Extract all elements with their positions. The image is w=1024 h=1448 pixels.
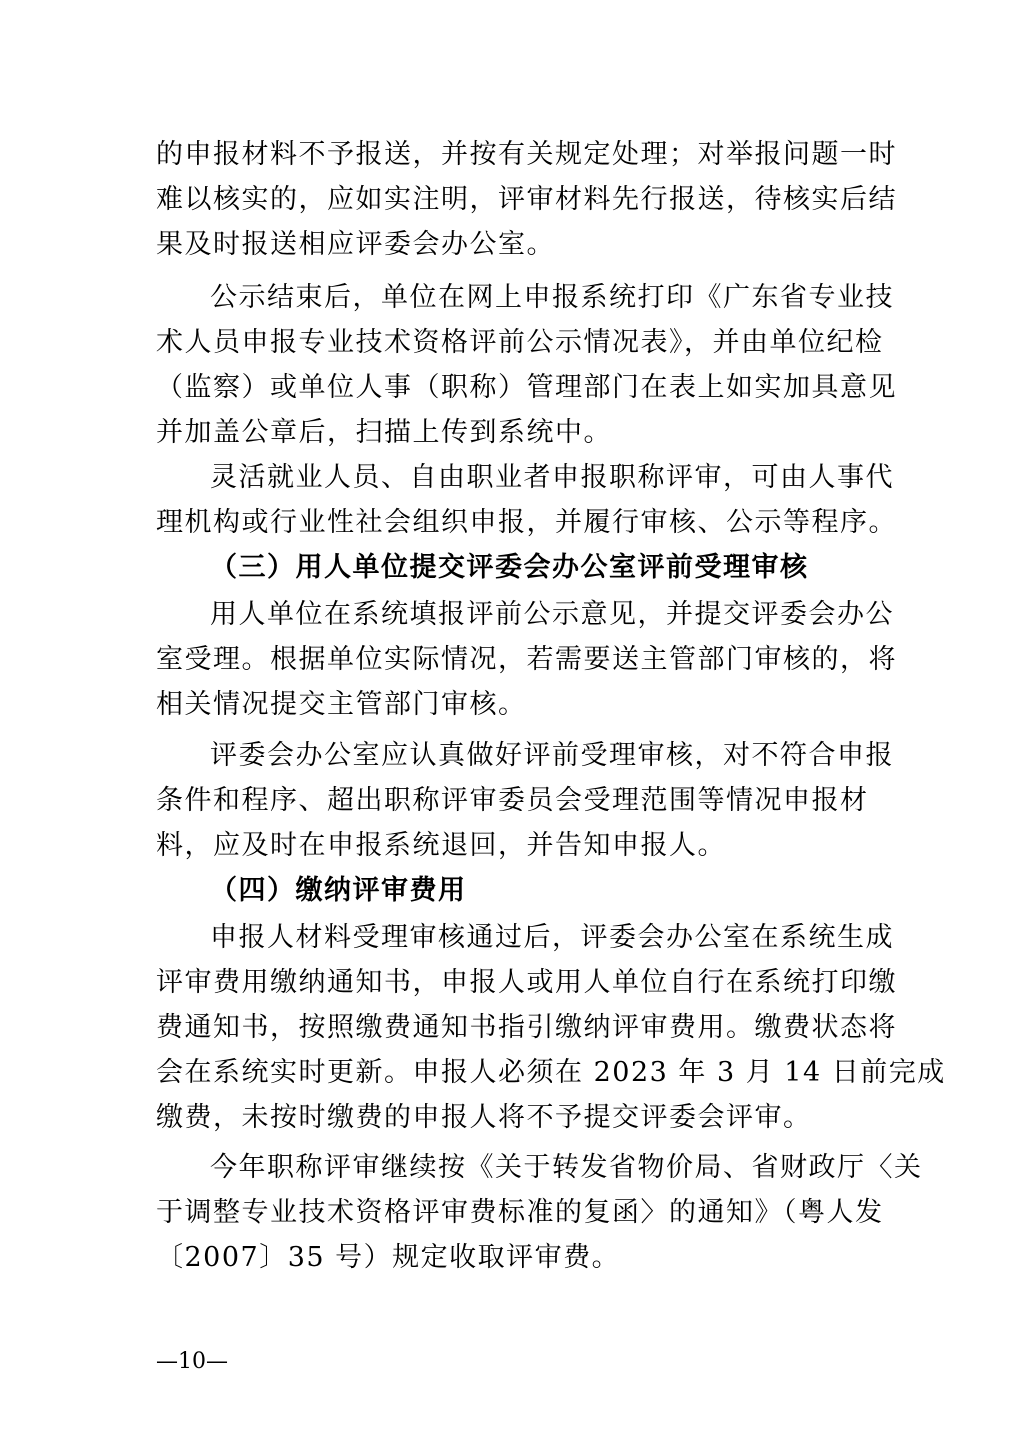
text-line-20: 费通知书，按照缴费通知书指引缴纳评审费用。缴费状态将 xyxy=(156,1012,897,1043)
text-line-14: 评委会办公室应认真做好评前受理审核，对不符合申报 xyxy=(210,740,894,771)
text-line-21: 会在系统实时更新。申报人必须在 2023 年 3 月 14 日前完成 xyxy=(156,1057,946,1088)
text-line-11: 用人单位在系统填报评前公示意见，并提交评委会办公 xyxy=(210,599,894,630)
text-line-23: 今年职称评审继续按《关于转发省物价局、省财政厅〈关 xyxy=(210,1152,923,1183)
text-line-8: 灵活就业人员、自由职业者申报职称评审，可由人事代 xyxy=(210,462,894,493)
text-line-19: 评审费用缴纳通知书，申报人或用人单位自行在系统打印缴 xyxy=(156,967,897,998)
page-number: —10— xyxy=(156,1349,228,1374)
text-line-24: 于调整专业技术资格评审费标准的复函〉的通知》（粤人发 xyxy=(156,1197,884,1228)
text-line-1: 的申报材料不予报送，并按有关规定处理；对举报问题一时 xyxy=(156,139,897,170)
section-heading-3: （三）用人单位提交评委会办公室评前受理审核 xyxy=(210,552,809,583)
text-line-25: 〔2007〕35 号）规定收取评审费。 xyxy=(156,1242,621,1273)
text-line-3: 果及时报送相应评委会办公室。 xyxy=(156,229,555,260)
text-line-16: 料，应及时在申报系统退回，并告知申报人。 xyxy=(156,830,726,861)
text-line-15: 条件和程序、超出职称评审委员会受理范围等情况申报材 xyxy=(156,785,869,816)
text-line-18: 申报人材料受理审核通过后，评委会办公室在系统生成 xyxy=(210,922,894,953)
text-line-7: 并加盖公章后，扫描上传到系统中。 xyxy=(156,417,612,448)
text-line-9: 理机构或行业性社会组织申报，并履行审核、公示等程序。 xyxy=(156,507,897,538)
text-line-6: （监察）或单位人事（职称）管理部门在表上如实加具意见 xyxy=(156,372,897,403)
text-line-22: 缴费，未按时缴费的申报人将不予提交评委会评审。 xyxy=(156,1102,812,1133)
text-line-4: 公示结束后，单位在网上申报系统打印《广东省专业技 xyxy=(210,282,894,313)
text-line-2: 难以核实的，应如实注明，评审材料先行报送，待核实后结 xyxy=(156,184,897,215)
text-line-12: 室受理。根据单位实际情况，若需要送主管部门审核的，将 xyxy=(156,644,897,675)
text-line-13: 相关情况提交主管部门审核。 xyxy=(156,689,527,720)
text-line-5: 术人员申报专业技术资格评前公示情况表》，并由单位纪检 xyxy=(156,327,884,358)
section-heading-4: （四）缴纳评审费用 xyxy=(210,875,467,906)
